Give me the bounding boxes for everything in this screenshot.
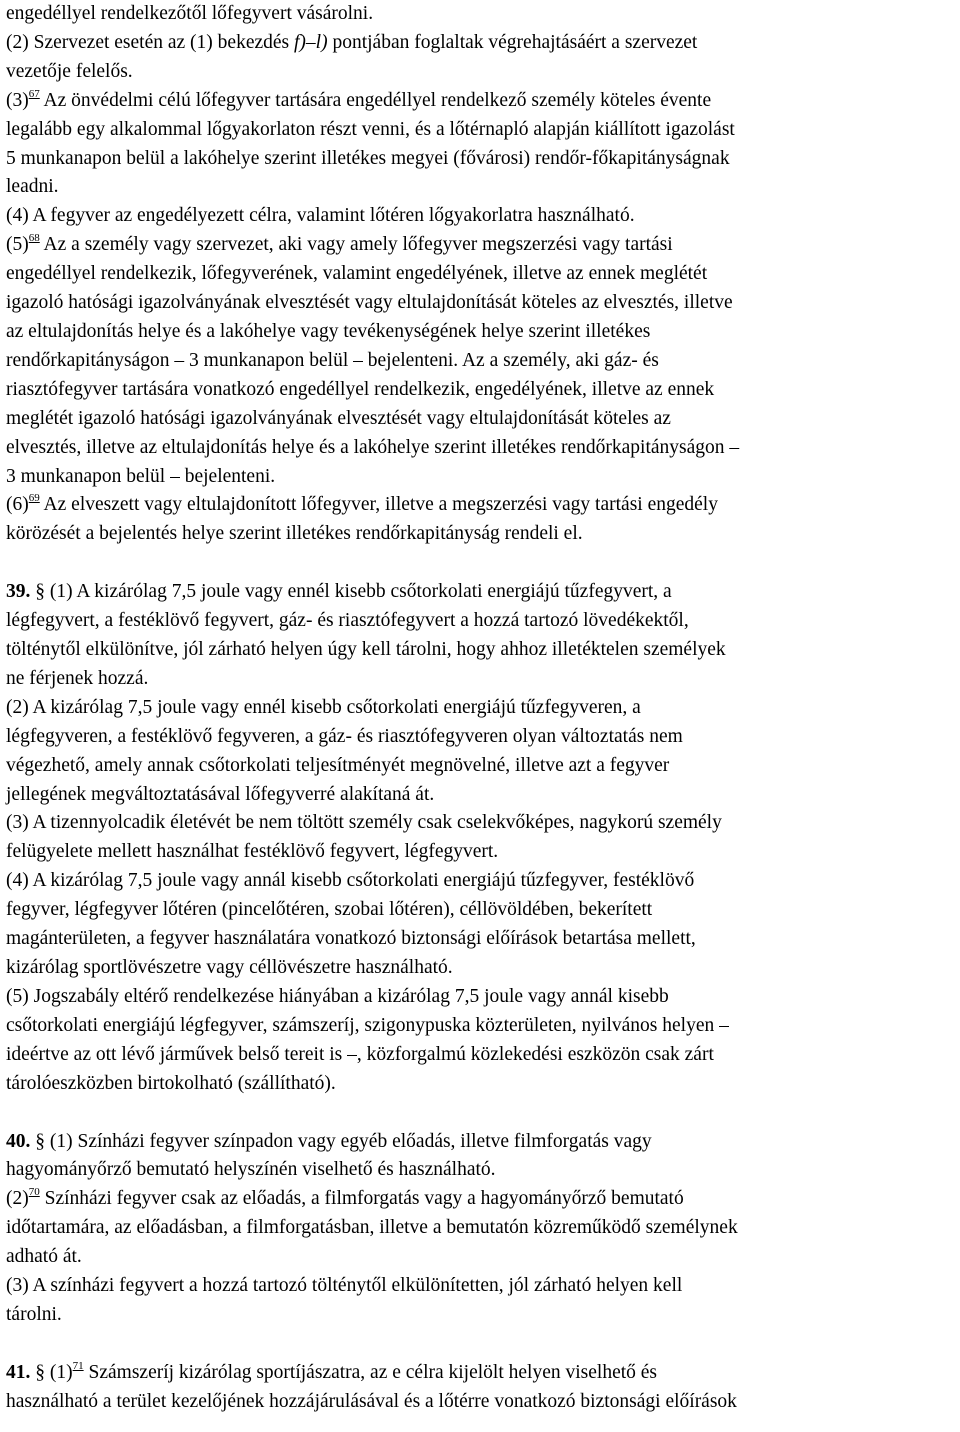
text-line: tárolóeszközben birtokolható (szállítható). bbox=[6, 1072, 336, 1094]
text-line: időtartamára, az előadásban, a filmforgatásban, illetve a bemutatón közreműködő személynek bbox=[6, 1217, 738, 1239]
footnote-link[interactable]: 67 bbox=[28, 87, 40, 100]
section-number: 39. bbox=[6, 581, 31, 603]
text-line: az eltulajdonítás helye és a lakóhelye vagy tevékenységének helye szerint illetékes bbox=[6, 320, 651, 342]
paragraph-number: (5) bbox=[6, 234, 29, 256]
text-line: körözését a bejelentés helye szerint illetékes rendőrkapitányság rendeli el. bbox=[6, 523, 583, 545]
paragraph-3 bbox=[6, 87, 956, 203]
text-line: tárolni. bbox=[6, 1303, 62, 1325]
italic-fragment: f)–l) bbox=[289, 31, 328, 53]
section-number: 41. bbox=[6, 1361, 31, 1383]
paragraph-number: § (1) bbox=[30, 1361, 73, 1383]
text-line: engedéllyel rendelkezik, lőfegyverének, valamint engedélyének, illetve az ennek meglétét bbox=[6, 263, 708, 285]
section-spacer bbox=[6, 1099, 956, 1128]
footnote-link[interactable]: 71 bbox=[72, 1359, 84, 1372]
text-line: (4) A fegyver az engedélyezett célra, valamint lőtéren lőgyakorlatra használható. bbox=[6, 205, 635, 227]
text-fragment: Az elveszett vagy eltulajdonított lőfegyver, illetve a megszerzési vagy tartási engedély bbox=[39, 494, 718, 516]
section-40 bbox=[6, 1128, 956, 1186]
text-line: légfegyveren, a festéklövő fegyveren, a gáz- és riasztófegyveren olyan változtatás nem bbox=[6, 725, 683, 747]
text-line: 3 munkanapon belül – bejelenteni. bbox=[6, 465, 276, 487]
text-line bbox=[6, 578, 956, 607]
text-line: vezetője felelős. bbox=[6, 60, 133, 82]
text-line bbox=[6, 87, 956, 116]
paragraph-40-3 bbox=[6, 1272, 956, 1330]
section-39 bbox=[6, 578, 956, 694]
section-number: 40. bbox=[6, 1130, 31, 1152]
paragraph-40-2 bbox=[6, 1185, 956, 1272]
text-fragment: Színházi fegyver csak az előadás, a filmforgatás vagy a hagyományőrző bemutató bbox=[39, 1188, 684, 1210]
text-line bbox=[6, 1128, 956, 1157]
text-line: 5 munkanapon belül a lakóhelye szerint illetékes megyei (fővárosi) rendőr-főkapitányságnak bbox=[6, 147, 730, 169]
text-line: (2) A kizárólag 7,5 joule vagy ennél kisebb csőtorkolati energiájú tűzfegyveren, a bbox=[6, 696, 641, 718]
paragraph-2 bbox=[6, 29, 956, 87]
text-line bbox=[6, 29, 956, 58]
text-line: ideértve az ott lévő járművek belső tereit is –, közforgalmú közlekedési eszközön csak zárt bbox=[6, 1043, 714, 1065]
text-fragment: Számszeríj kizárólag sportíjászatra, az e célra kijelölt helyen viselhető és bbox=[83, 1361, 658, 1383]
text-line: (5) Jogszabály eltérő rendelkezése hiányában a kizárólag 7,5 joule vagy annál kisebb bbox=[6, 985, 669, 1007]
footnote-link[interactable]: 69 bbox=[28, 492, 40, 505]
text-line: (3) A tizennyolcadik életévét be nem töltött személy csak cselekvőképes, nagykorú személy bbox=[6, 812, 722, 834]
text-line: engedéllyel rendelkezőtől lőfegyvert vásárolni. bbox=[6, 3, 374, 24]
paragraph-number: (6) bbox=[6, 494, 29, 516]
text-line: (4) A kizárólag 7,5 joule vagy annál kisebb csőtorkolati energiájú tűzfegyver, festéklövő bbox=[6, 870, 695, 892]
text-line: kizárólag sportlövészetre vagy céllövészetre használható. bbox=[6, 957, 453, 978]
text-line bbox=[6, 491, 956, 520]
paragraph-5 bbox=[6, 231, 956, 491]
text-line: használható a terület kezelőjének hozzájárulásával és a lőtérre vonatkozó biztonsági előírások bbox=[6, 1390, 737, 1412]
paragraph-39-4 bbox=[6, 867, 956, 983]
text-line bbox=[6, 231, 956, 260]
text-line: (3) A színházi fegyvert a hozzá tartozó tölténytől elkülönítetten, jól zárható helyen kell bbox=[6, 1275, 683, 1297]
text-fragment: § (1) Színházi fegyver színpadon vagy egyéb előadás, illetve filmforgatás vagy bbox=[30, 1130, 652, 1152]
document-page bbox=[6, 0, 956, 1417]
text-line: rendőrkapitányságon – 3 munkanapon belül – bejelenteni. Az a személy, aki gáz- és bbox=[6, 349, 659, 371]
paragraph-6 bbox=[6, 491, 956, 549]
text-line: igazoló hatósági igazolványának elvesztését vagy eltulajdonítását köteles az elvesztés, illetve bbox=[6, 292, 733, 314]
text-fragment: (2) Szervezet esetén az (1) bekezdés bbox=[6, 31, 290, 53]
text-line: hagyományőrző bemutató helyszínén viselhető és használható. bbox=[6, 1159, 496, 1181]
text-line: jellegének megváltoztatásával lőfegyverré alakítaná át. bbox=[6, 783, 435, 805]
text-line: felügyelete mellett használhat festéklövő fegyvert, légfegyvert. bbox=[6, 841, 499, 863]
text-line bbox=[6, 1185, 956, 1214]
paragraph-39-5 bbox=[6, 983, 956, 1099]
paragraph-4 bbox=[6, 202, 956, 231]
text-line: meglétét igazoló hatósági igazolványának elvesztését vagy eltulajdonítását köteles az bbox=[6, 407, 671, 429]
text-fragment: Az a személy vagy szervezet, aki vagy amely lőfegyver megszerzési vagy tartási bbox=[39, 234, 673, 256]
text-line: legalább egy alkalommal lőgyakorlaton részt venni, és a lőtérnapló alapján kiállított igazolást bbox=[6, 118, 735, 140]
paragraph-39-3 bbox=[6, 809, 956, 867]
text-line: csőtorkolati energiájú légfegyver, számszeríj, szigonypuska közterületen, nyilvános helyen – bbox=[6, 1014, 729, 1036]
paragraph-number: (3) bbox=[6, 89, 29, 111]
text-fragment: Az önvédelmi célú lőfegyver tartására engedéllyel rendelkező személy köteles évente bbox=[39, 89, 712, 111]
footnote-link[interactable]: 68 bbox=[28, 232, 40, 245]
text-fragment: pontjában foglaltak végrehajtásáért a szervezet bbox=[327, 31, 698, 53]
text-line: leadni. bbox=[6, 176, 59, 198]
text-line: adható át. bbox=[6, 1246, 82, 1268]
paragraph-number: (2) bbox=[6, 1188, 29, 1210]
text-line: ne férjenek hozzá. bbox=[6, 667, 149, 689]
section-spacer bbox=[6, 1330, 956, 1359]
text-line: riasztófegyver tartására vonatkozó engedéllyel rendelkezik, engedélyének, illetve az ennek bbox=[6, 378, 715, 400]
text-line: végezhető, amely annak csőtorkolati teljesítményét megnövelné, illetve azt a fegyver bbox=[6, 754, 670, 776]
text-line: légfegyvert, a festéklövő fegyvert, gáz- és riasztófegyvert a hozzá tartozó lövedékektől, bbox=[6, 610, 689, 632]
text-line: fegyver, légfegyver lőtéren (pincelőtéren, szobai lőtéren), céllövöldében, bekerített bbox=[6, 899, 653, 921]
text-line bbox=[6, 1359, 956, 1388]
text-line: elvesztés, illetve az eltulajdonítás helye és a lakóhelye szerint illetékes rendőrkapitányságon – bbox=[6, 436, 740, 458]
footnote-link[interactable]: 70 bbox=[28, 1186, 40, 1199]
text-line: tölténytől elkülönítve, jól zárható helyen úgy kell tárolni, hogy ahhoz illetéktelen személyek bbox=[6, 639, 726, 661]
paragraph-continuation bbox=[6, 0, 956, 29]
section-spacer bbox=[6, 549, 956, 578]
text-fragment: § (1) A kizárólag 7,5 joule vagy ennél kisebb csőtorkolati energiájú tűzfegyvert, a bbox=[30, 581, 672, 603]
paragraph-39-2 bbox=[6, 694, 956, 810]
section-41 bbox=[6, 1359, 956, 1417]
text-line: magánterületen, a fegyver használatára vonatkozó biztonsági előírások betartása mellett, bbox=[6, 928, 696, 950]
